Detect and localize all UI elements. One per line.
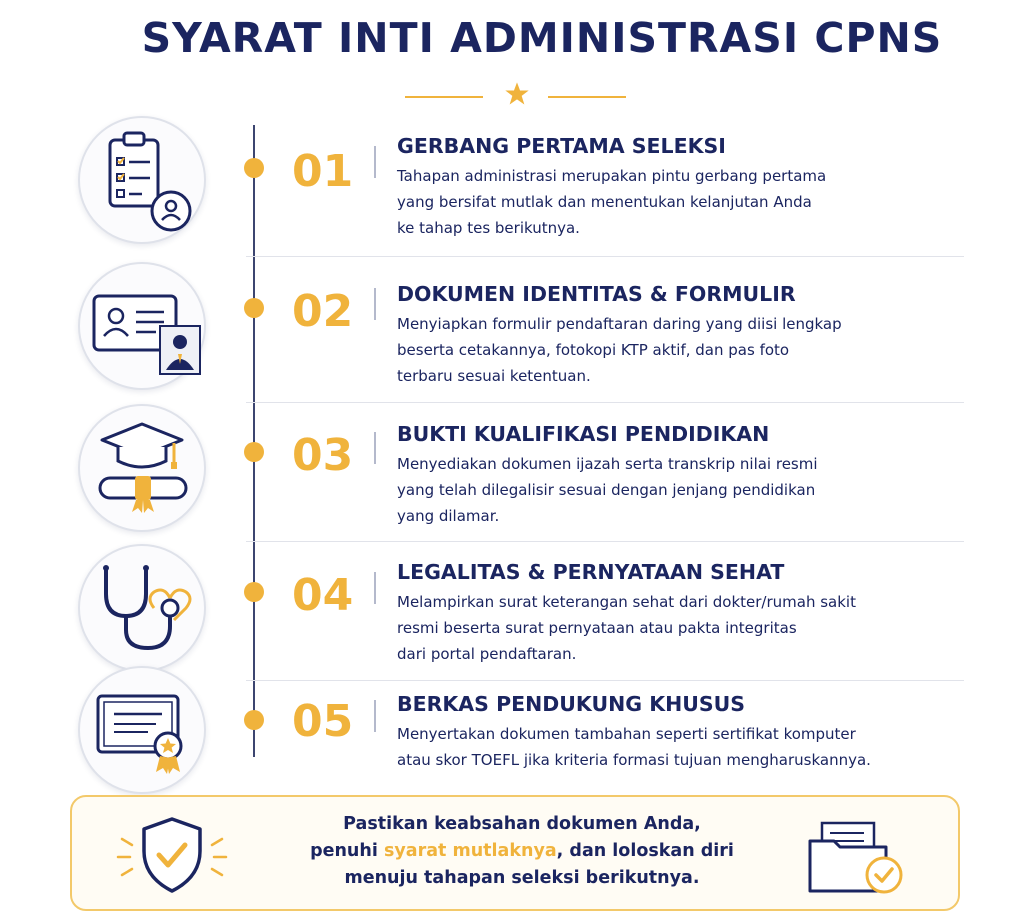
requirement-item-1 bbox=[0, 116, 1024, 256]
page-title: SYARAT INTI ADMINISTRASI CPNS bbox=[141, 14, 943, 62]
item-separator bbox=[374, 572, 376, 604]
item-description-line: Menyediakan dokumen ijazah serta transkrip nilai resmi bbox=[397, 455, 818, 473]
folder-check-icon bbox=[802, 811, 912, 901]
requirement-item-3 bbox=[0, 404, 1024, 544]
item-description-line: yang telah dilegalisir sesuai dengan jenjang pendidikan bbox=[397, 481, 816, 499]
item-number: 02 bbox=[292, 286, 354, 337]
item-description-line: Menyiapkan formulir pendaftaran daring yang diisi lengkap bbox=[397, 315, 842, 333]
item-description-line: beserta cetakannya, fotokopi KTP aktif, dan pas foto bbox=[397, 341, 790, 359]
footer-line-3: menuju tahapan seleksi berikutnya. bbox=[344, 868, 700, 888]
item-title: LEGALITAS & PERNYATAAN SEHAT bbox=[397, 560, 785, 584]
item-number: 05 bbox=[292, 696, 354, 747]
id-card-photo-icon bbox=[78, 262, 206, 390]
timeline-dot bbox=[244, 298, 264, 318]
item-description-line: Tahapan administrasi merupakan pintu gerbang pertama bbox=[397, 167, 827, 185]
item-title: BUKTI KUALIFIKASI PENDIDIKAN bbox=[397, 422, 770, 446]
requirement-item-5 bbox=[0, 666, 1024, 806]
footer-callout bbox=[70, 795, 960, 911]
item-title: DOKUMEN IDENTITAS & FORMULIR bbox=[397, 282, 796, 306]
item-number: 03 bbox=[292, 430, 354, 481]
item-description bbox=[397, 721, 957, 773]
divider bbox=[246, 256, 964, 257]
certificate-ribbon-icon bbox=[78, 666, 206, 794]
item-description-line: terbaru sesuai ketentuan. bbox=[397, 367, 591, 385]
item-description-line: yang dilamar. bbox=[397, 507, 500, 525]
item-description bbox=[397, 451, 957, 529]
clipboard-user-icon bbox=[78, 116, 206, 244]
item-title: GERBANG PERTAMA SELEKSI bbox=[397, 134, 726, 158]
item-description bbox=[397, 589, 957, 667]
requirement-item-4 bbox=[0, 544, 1024, 684]
item-description-line: atau skor TOEFL jika kriteria formasi tujuan mengharuskannya. bbox=[397, 751, 871, 769]
item-description bbox=[397, 163, 957, 241]
requirement-item-2 bbox=[0, 262, 1024, 402]
item-separator bbox=[374, 146, 376, 178]
title-ornament-line-right bbox=[548, 96, 626, 98]
shield-check-icon bbox=[112, 809, 232, 899]
timeline-dot bbox=[244, 710, 264, 730]
item-description bbox=[397, 311, 957, 389]
item-number: 04 bbox=[292, 570, 354, 621]
item-description-line: Menyertakan dokumen tambahan seperti sertifikat komputer bbox=[397, 725, 856, 743]
item-description-line: ke tahap tes berikutnya. bbox=[397, 219, 580, 237]
item-description-line: resmi beserta surat pernyataan atau pakta integritas bbox=[397, 619, 797, 637]
item-title: BERKAS PENDUKUNG KHUSUS bbox=[397, 692, 746, 716]
item-separator bbox=[374, 288, 376, 320]
timeline-dot bbox=[244, 582, 264, 602]
timeline-dot bbox=[244, 158, 264, 178]
item-number: 01 bbox=[292, 146, 354, 197]
stethoscope-heart-icon bbox=[78, 544, 206, 672]
title-ornament-line-left bbox=[405, 96, 483, 98]
item-description-line: dari portal pendaftaran. bbox=[397, 645, 577, 663]
footer-line-1: Pastikan keabsahan dokumen Anda, bbox=[343, 814, 701, 834]
item-description-line: Melampirkan surat keterangan sehat dari dokter/rumah sakit bbox=[397, 593, 856, 611]
divider bbox=[246, 402, 964, 403]
footer-line-2-end: , dan loloskan diri bbox=[556, 841, 734, 861]
footer-message bbox=[292, 811, 752, 892]
item-separator bbox=[374, 432, 376, 464]
footer-line-2 bbox=[292, 838, 752, 865]
footer-line-2-start: penuhi bbox=[310, 841, 384, 861]
timeline-dot bbox=[244, 442, 264, 462]
star-icon bbox=[503, 80, 531, 108]
graduation-cap-diploma-icon bbox=[78, 404, 206, 532]
item-separator bbox=[374, 700, 376, 732]
item-description-line: yang bersifat mutlak dan menentukan kelanjutan Anda bbox=[397, 193, 812, 211]
footer-highlight: syarat mutlaknya bbox=[383, 841, 557, 861]
